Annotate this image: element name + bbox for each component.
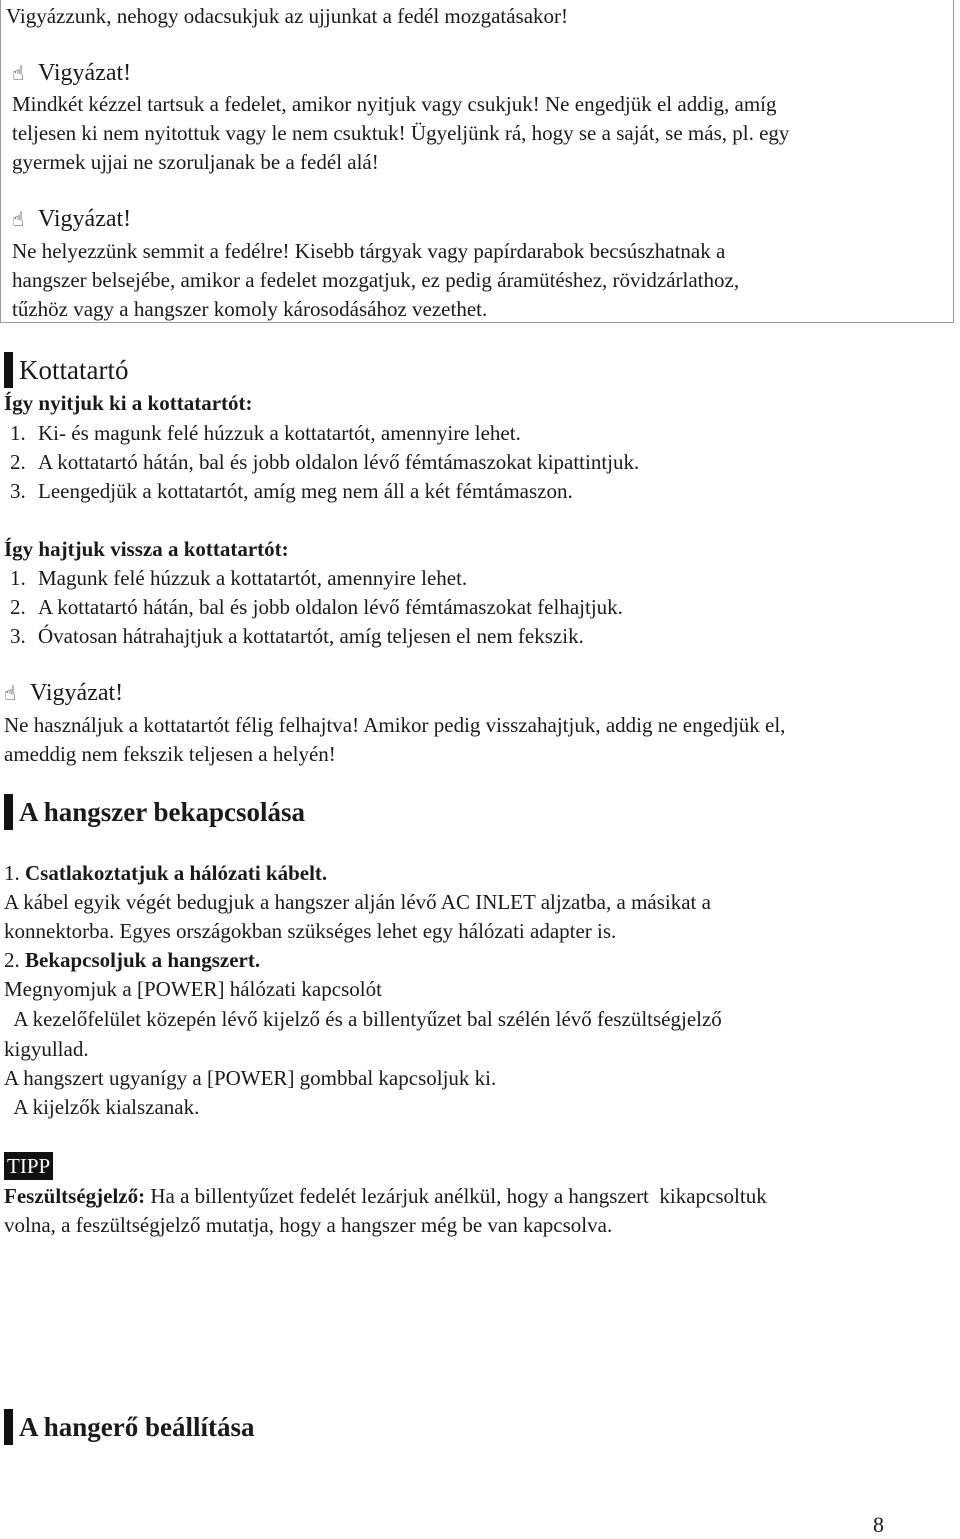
warning-1-title-row — [12, 59, 131, 88]
tip-line-1: Feszültségjelző: Ha a billentyűzet fedelét lezárjuk anélkül, hogy a hangszert kikapcsoltuk — [4, 1184, 767, 1208]
tip-line-2: volna, a feszültségjelző mutatja, hogy a hangszer még be van kapcsolva. — [4, 1213, 613, 1237]
section-heading-kottatarto — [4, 352, 128, 388]
warning-2-line-1: Ne helyezzünk semmit a fedélre! Kisebb tárgyak vagy papírdarabok becsúszhatnak a — [12, 239, 726, 263]
kottatarto-warning-title-row — [4, 679, 123, 708]
warning-1-title: Vigyázat! — [38, 60, 132, 86]
power-step-2: 2. Bekapcsoljuk a hangszert. — [4, 948, 261, 972]
heading-bar — [4, 1409, 13, 1445]
list-item: 2. A kottatartó hátán, bal és jobb oldalon lévő fémtámaszokat kipattintjuk. — [10, 450, 640, 474]
pointing-hand-icon: ☝ — [4, 681, 17, 705]
warning-2-title-row — [12, 205, 131, 234]
power-step-2-line-2: A kezelőfelület közepén lévő kijelző és a billentyűzet bal szélén lévő feszültségjelző — [4, 1007, 722, 1031]
warning-1-line-3: gyermek ujjai ne szoruljanak be a fedél alá! — [12, 150, 379, 174]
section-title: A hangerő beállítása — [19, 1411, 255, 1442]
warning-1-line-2: teljesen ki nem nyitottuk vagy le nem csuktuk! Ügyeljünk rá, hogy se a saját, se más, pl. egy — [12, 121, 790, 145]
intro-line: Vigyázzunk, nehogy odacsukjuk az ujjunkat a fedél mozgatásakor! — [6, 4, 569, 28]
kottatarto-warning-line-2: ameddig nem fekszik teljesen a helyén! — [4, 742, 336, 766]
list-item: 1. Ki- és magunk felé húzzuk a kottatartót, amennyire lehet. — [10, 421, 521, 445]
warning-2-title: Vigyázat! — [38, 206, 132, 232]
warning-2-line-3: tűzhöz vagy a hangszer komoly károsodásához vezethet. — [12, 297, 488, 321]
power-step-2-line-5: A kijelzők kialszanak. — [4, 1095, 200, 1119]
section-heading-volume — [4, 1409, 255, 1445]
list-item: 1. Magunk felé húzzuk a kottatartót, amennyire lehet. — [10, 566, 468, 590]
list-item: 2. A kottatartó hátán, bal és jobb oldalon lévő fémtámaszokat felhajtjuk. — [10, 595, 623, 619]
power-step-1-line-1: A kábel egyik végét bedugjuk a hangszer alján lévő AC INLET aljzatba, a másikat a — [4, 890, 711, 914]
heading-bar — [4, 794, 13, 830]
close-heading: Így hajtjuk vissza a kottatartót: — [4, 537, 289, 561]
kottatarto-warning-line-1: Ne használjuk a kottatartót félig felhajtva! Amikor pedig visszahajtjuk, addig ne engedjük el, — [4, 713, 786, 737]
section-title: Kottatartó — [19, 354, 129, 385]
list-item: 3. Leengedjük a kottatartót, amíg meg nem áll a két fémtámaszon. — [10, 479, 573, 503]
tip-badge-wrap — [4, 1152, 53, 1181]
power-step-1-line-2: konnektorba. Egyes országokban szükséges lehet egy hálózati adapter is. — [4, 919, 617, 943]
section-title: A hangszer bekapcsolása — [19, 796, 306, 827]
list-item: 3. Óvatosan hátrahajtjuk a kottatartót, amíg teljesen el nem fekszik. — [10, 624, 584, 648]
power-step-2-line-4: A hangszert ugyanígy a [POWER] gombbal kapcsoljuk ki. — [4, 1066, 497, 1090]
power-step-1: 1. Csatlakoztatjuk a hálózati kábelt. — [4, 861, 328, 885]
power-step-2-line-1: Megnyomjuk a [POWER] hálózati kapcsolót — [4, 977, 382, 1001]
heading-bar — [4, 352, 13, 388]
pointing-hand-icon: ☝ — [12, 61, 25, 85]
power-step-2-line-3: kigyullad. — [4, 1037, 89, 1061]
open-heading: Így nyitjuk ki a kottatartót: — [4, 391, 253, 415]
kottatarto-warning-title: Vigyázat! — [30, 680, 124, 706]
section-heading-power — [4, 794, 305, 830]
warning-2-line-2: hangszer belsejébe, amikor a fedelet mozgatjuk, ez pedig áramütéshez, rövidzárlathoz, — [12, 268, 740, 292]
pointing-hand-icon: ☝ — [12, 207, 25, 231]
warning-1-line-1: Mindkét kézzel tartsuk a fedelet, amikor nyitjuk vagy csukjuk! Ne engedjük el addig, amíg — [12, 92, 777, 116]
page-number: 8 — [873, 1512, 884, 1537]
tip-badge: TIPP — [4, 1152, 53, 1180]
